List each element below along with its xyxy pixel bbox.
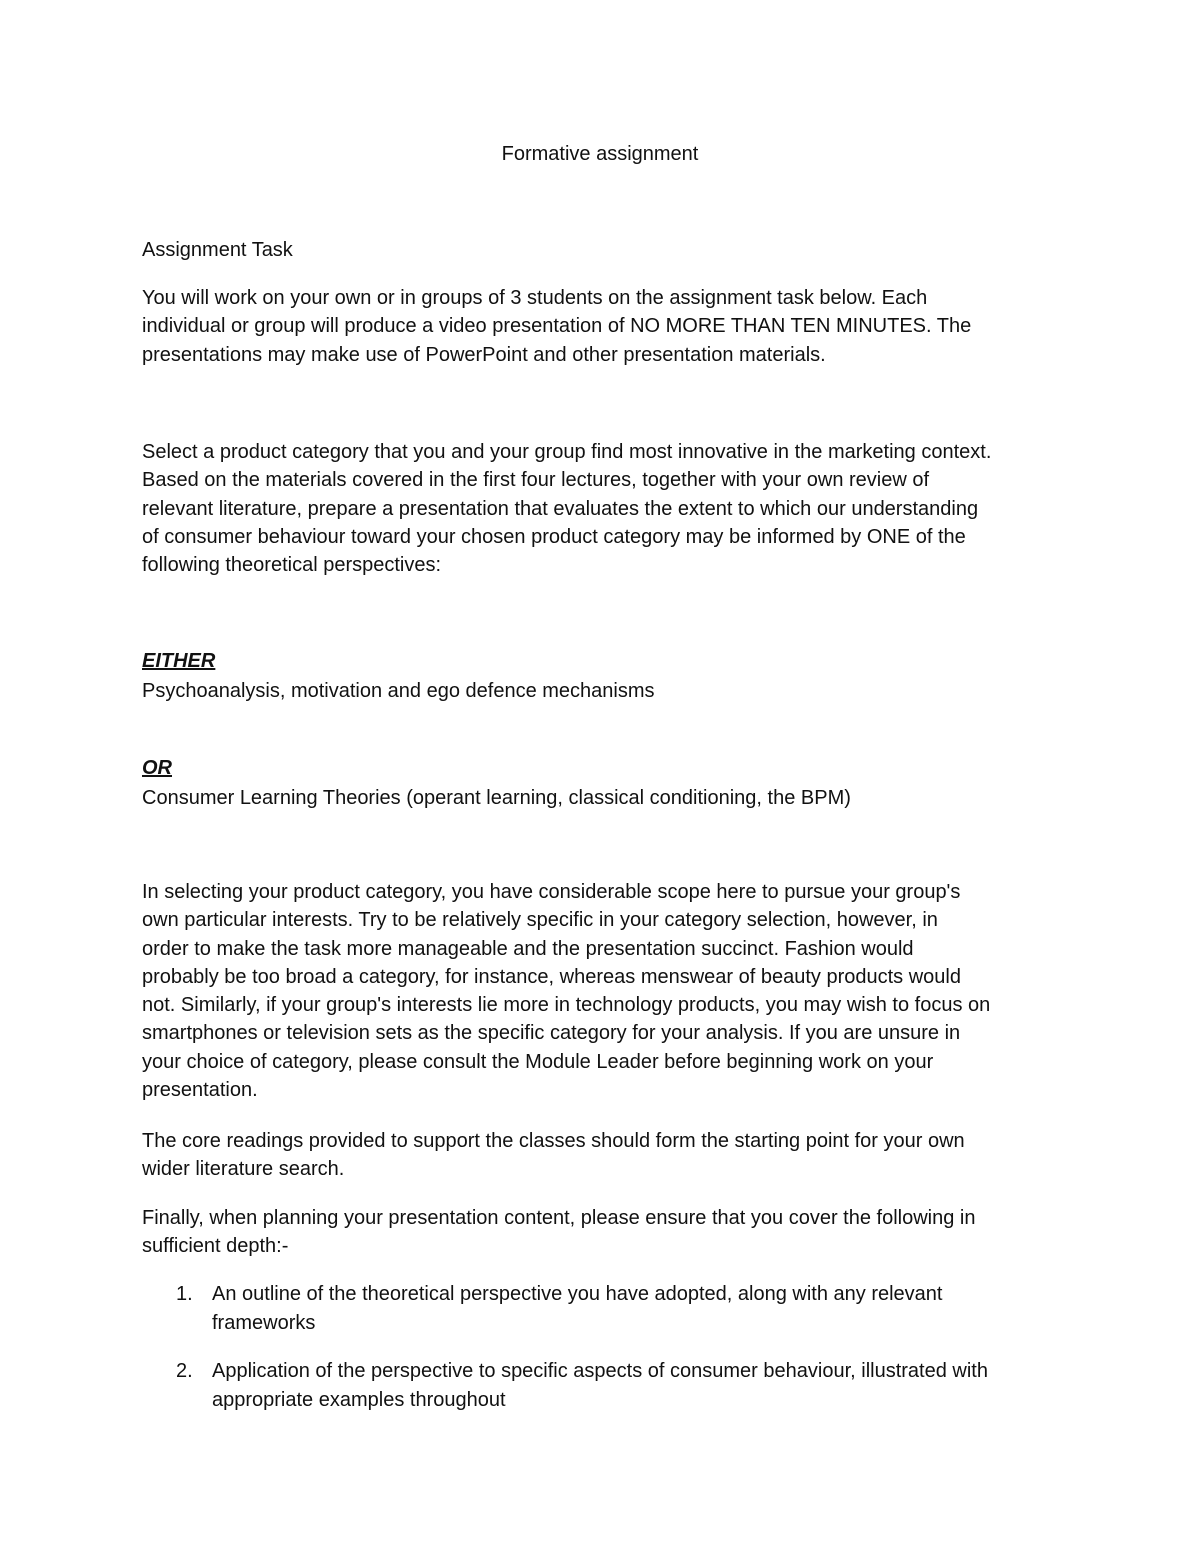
- list-item-line: frameworks: [212, 1312, 316, 1334]
- list-item-line: appropriate examples throughout: [212, 1389, 506, 1411]
- guidance-line: smartphones or television sets as the specific category for your analysis. If you are unsure in: [142, 1022, 961, 1045]
- coverage-list: [142, 1280, 1072, 1415]
- document-title: Formative assignment: [501, 143, 699, 165]
- task-line: Select a product category that you and your group find most innovative in the marketing context.: [142, 441, 992, 463]
- guidance-line: own particular interests. Try to be relatively specific in your category selection, however, in: [142, 909, 938, 932]
- list-item-number: 2.: [176, 1360, 193, 1382]
- task-line: Based on the materials covered in the first four lectures, together with your own review of: [142, 469, 930, 492]
- task-line: following theoretical perspectives:: [142, 554, 442, 577]
- either-label: EITHER: [142, 650, 216, 672]
- list-item: [142, 1357, 1072, 1415]
- list-item: [142, 1280, 1072, 1338]
- readings-line: wider literature search.: [142, 1158, 345, 1181]
- finally-line: sufficient depth:-: [142, 1235, 289, 1258]
- guidance-line: presentation.: [142, 1079, 258, 1102]
- guidance-line: probably be too broad a category, for instance, whereas menswear of beauty products would: [142, 965, 961, 988]
- task-line: relevant literature, prepare a presentation that evaluates the extent to which our understanding: [142, 497, 979, 520]
- intro-line: presentations may make use of PowerPoint and other presentation materials.: [142, 343, 826, 366]
- option-or: [142, 756, 1072, 810]
- option-either: [142, 649, 1072, 703]
- list-item-line: Application of the perspective to specific aspects of consumer behaviour, illustrated with: [212, 1360, 988, 1382]
- assignment-task-heading: Assignment Task: [142, 239, 293, 261]
- readings-paragraph: [142, 1127, 1072, 1184]
- task-paragraph: [142, 438, 1072, 579]
- readings-line: The core readings provided to support the classes should form the starting point for your own: [142, 1130, 965, 1152]
- intro-line: individual or group will produce a video presentation of NO MORE THAN TEN MINUTES. The: [142, 315, 972, 338]
- intro-line: You will work on your own or in groups of 3 students on the assignment task below. Each: [142, 287, 928, 309]
- task-line: of consumer behaviour toward your chosen product category may be informed by ONE of the: [142, 525, 966, 548]
- or-text: Consumer Learning Theories (operant learning, classical conditioning, the BPM): [142, 787, 851, 809]
- list-item-number: 1.: [176, 1283, 193, 1305]
- guidance-line: In selecting your product category, you have considerable scope here to pursue your group's: [142, 881, 961, 903]
- intro-paragraph: [142, 284, 1072, 369]
- either-text: Psychoanalysis, motivation and ego defence mechanisms: [142, 680, 655, 702]
- guidance-line: order to make the task more manageable and the presentation succinct. Fashion would: [142, 937, 914, 960]
- guidance-paragraph: [142, 878, 1072, 1104]
- finally-line: Finally, when planning your presentation content, please ensure that you cover the following in: [142, 1207, 976, 1229]
- list-item-line: An outline of the theoretical perspective you have adopted, along with any relevant: [212, 1283, 943, 1305]
- finally-paragraph: [142, 1204, 1072, 1261]
- guidance-line: not. Similarly, if your group's interests lie more in technology products, you may wish to focus on: [142, 994, 991, 1017]
- guidance-line: your choice of category, please consult the Module Leader before beginning work on your: [142, 1050, 934, 1073]
- or-label: OR: [142, 757, 172, 779]
